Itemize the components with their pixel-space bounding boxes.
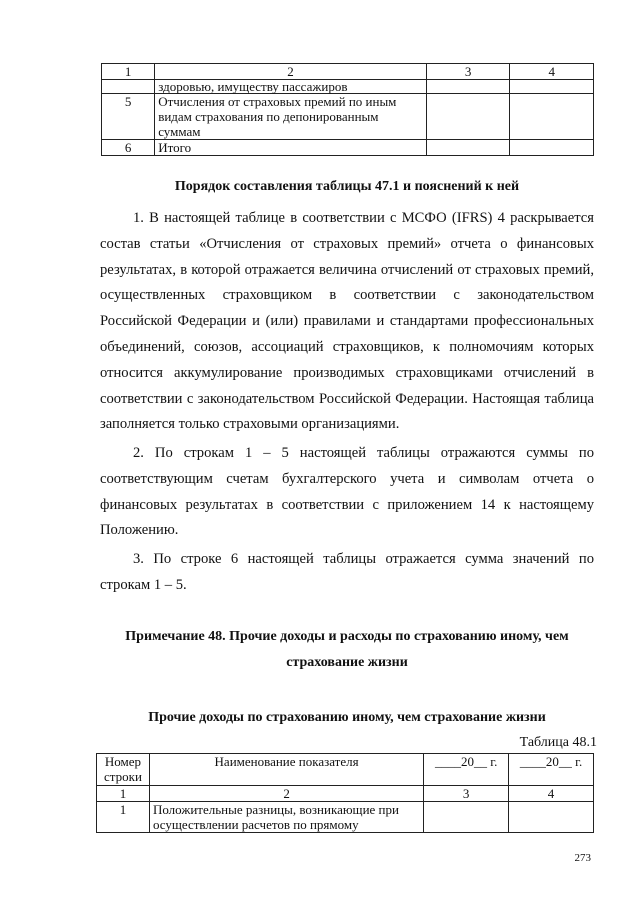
- row-value: [424, 802, 509, 833]
- row-value: [426, 80, 510, 94]
- number-cell: 3: [424, 786, 509, 802]
- table-header-row: [102, 64, 594, 80]
- row-name: Итого: [155, 140, 427, 156]
- note-heading-line-1: Примечание 48. Прочие доходы и расходы по страхованию иному, чем: [125, 629, 569, 644]
- table-header-row: [97, 754, 594, 786]
- table-number-row: [97, 786, 594, 802]
- row-value: [426, 94, 510, 140]
- section-heading: Порядок составления таблицы 47.1 и пояснений к ней: [174, 179, 520, 194]
- number-cell: 2: [149, 786, 423, 802]
- row-value: [510, 94, 594, 140]
- paragraph-1-text: 1. В настоящей таблице в соответствии с МСФО (IFRS) 4 раскрывается состав статьи «Отчисления от страховых премий» отчета о финансовых результатах, в которой отражается величина отчислений от страховых премий, осуществленных страховщиком в соответствии с законодательством Российской Федерации и (или) правилами и стандартами профессиональных объединений, союзов, ассоциаций страховщиков, к полномочиям которых относится аккумулирование производимых страховщиками отчислений в соответствии с законодательством Российской Федерации. Настоящая таблица заполняется только страховыми организациями.: [100, 210, 594, 433]
- paragraph-2-text: 2. По строкам 1 – 5 настоящей таблицы отражаются суммы по соответствующим счетам бухгалтерского учета и символам отчета о финансовых результатах в соответствии с приложением 14 к настоящему Положению.: [100, 445, 594, 539]
- header-cell: Номер строки: [97, 754, 150, 786]
- table-row: [102, 94, 594, 140]
- table-caption: Прочие доходы по страхованию иному, чем страхование жизни: [148, 710, 546, 725]
- paragraph-1: [100, 206, 594, 438]
- header-cell: ____20__ г.: [509, 754, 594, 786]
- table-label: Таблица 48.1: [519, 735, 597, 750]
- header-cell: 3: [426, 64, 510, 80]
- row-number: 5: [102, 94, 155, 140]
- row-value: [426, 140, 510, 156]
- table-row: [97, 802, 594, 833]
- bottom-table: [96, 753, 594, 833]
- table-row: [102, 140, 594, 156]
- row-number: 1: [97, 802, 150, 833]
- note-heading-line-2: страхование жизни: [286, 655, 408, 670]
- header-cell: Наименование показателя: [149, 754, 423, 786]
- row-number: [102, 80, 155, 94]
- top-table: [101, 63, 594, 156]
- number-cell: 4: [509, 786, 594, 802]
- header-cell: ____20__ г.: [424, 754, 509, 786]
- row-number: 6: [102, 140, 155, 156]
- row-value: [510, 80, 594, 94]
- paragraph-3: [100, 547, 594, 599]
- row-name: Положительные разницы, возникающие при осуществлении расчетов по прямому: [149, 802, 423, 833]
- header-cell: 1: [102, 64, 155, 80]
- row-value: [509, 802, 594, 833]
- row-value: [510, 140, 594, 156]
- paragraph-3-text: 3. По строке 6 настоящей таблицы отражается сумма значений по строкам 1 – 5.: [100, 551, 594, 593]
- page-number: 273: [574, 852, 591, 864]
- paragraph-2: [100, 441, 594, 544]
- row-name: Отчисления от страховых премий по иным видам страхования по депонированным суммам: [155, 94, 427, 140]
- header-cell: 2: [155, 64, 427, 80]
- row-name: здоровью, имуществу пассажиров: [155, 80, 427, 94]
- header-cell: 4: [510, 64, 594, 80]
- number-cell: 1: [97, 786, 150, 802]
- table-row: [102, 80, 594, 94]
